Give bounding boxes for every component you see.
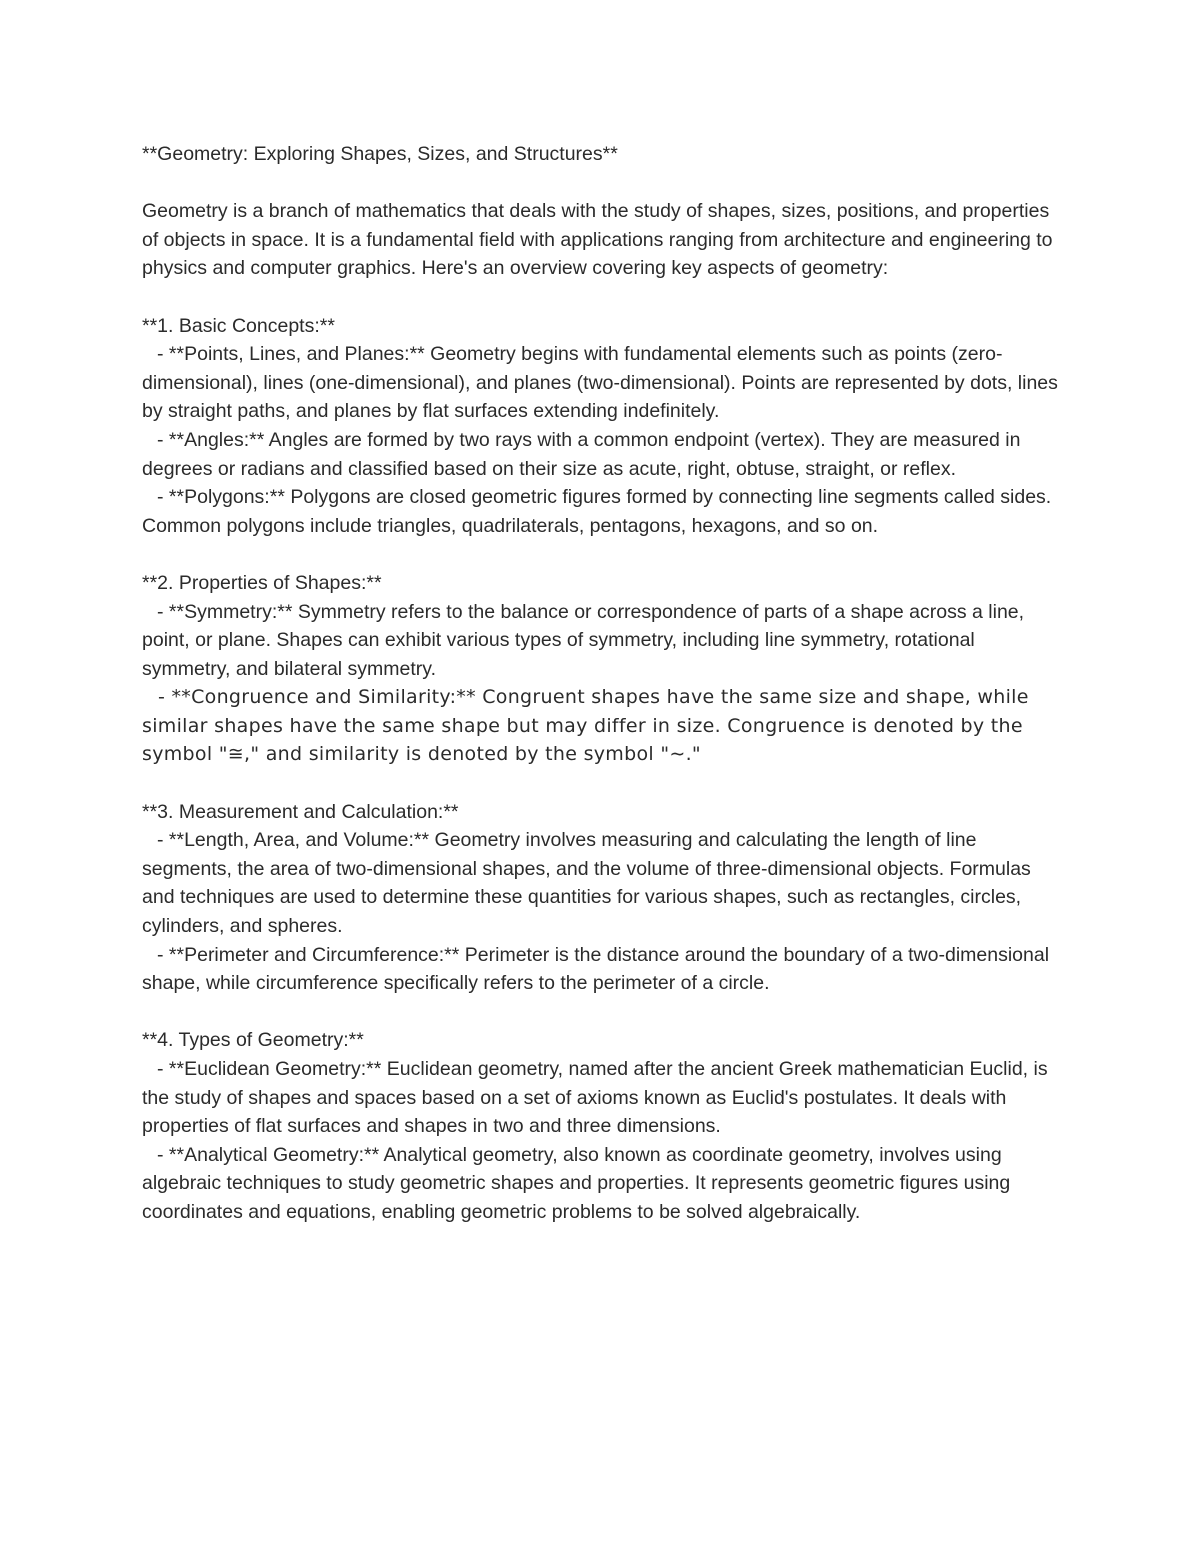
spacer bbox=[142, 769, 1062, 798]
item-perimeter-circumference: - **Perimeter and Circumference:** Perimeter is the distance around the boundary of a two-dimensional shape, while circumference specifically refers to the perimeter of a circle. bbox=[142, 943, 1050, 995]
section-heading-basic-concepts: **1. Basic Concepts:** bbox=[142, 314, 335, 337]
item-euclidean-geometry: - **Euclidean Geometry:** Euclidean geometry, named after the ancient Greek mathematician Euclid, is the study of shapes and spaces based on a set of axioms known as Euclid's postulates. It deals with properties of flat surfaces and shapes in two and three dimensions. bbox=[142, 1058, 1048, 1138]
section-heading-types-of-geometry: **4. Types of Geometry:** bbox=[142, 1029, 364, 1052]
item-length-area-volume: - **Length, Area, and Volume:** Geometry involves measuring and calculating the length of line segments, the area of two-dimensional shapes, and the volume of three-dimensional objects. Formulas and techniques are used to determine these quantities for various shapes, such as rectangles, circles, cylinders, and spheres. bbox=[142, 829, 1031, 938]
item-points-lines-planes: - **Points, Lines, and Planes:** Geometry begins with fundamental elements such as points (zero-dimensional), lines (one-dimensional), and planes (two-dimensional). Points are represented by dots, lines by straight paths, and planes by flat surfaces extending indefinitely. bbox=[142, 343, 1058, 423]
item-congruence-similarity: - **Congruence and Similarity:** Congruent shapes have the same size and shape, while similar shapes have the same shape but may differ in size. Congruence is denoted by the symbol "≅," and similarity is denoted by the symbol "∼." bbox=[142, 686, 1029, 766]
item-angles: - **Angles:** Angles are formed by two rays with a common endpoint (vertex). They are measured in degrees or radians and classified based on their size as acute, right, obtuse, straight, or reflex. bbox=[142, 428, 1021, 480]
document-body bbox=[142, 140, 1062, 1227]
spacer bbox=[142, 998, 1062, 1027]
spacer bbox=[142, 283, 1062, 312]
intro-paragraph: Geometry is a branch of mathematics that deals with the study of shapes, sizes, positions, and properties of objects in space. It is a fundamental field with applications ranging from architecture and engineering to physics and computer graphics. Here's an overview covering key aspects of geometry: bbox=[142, 200, 1053, 280]
item-polygons: - **Polygons:** Polygons are closed geometric figures formed by connecting line segments called sides. Common polygons include triangles, quadrilaterals, pentagons, hexagons, and so on. bbox=[142, 486, 1052, 537]
item-analytical-geometry: - **Analytical Geometry:** Analytical geometry, also known as coordinate geometry, involves using algebraic techniques to study geometric shapes and properties. It represents geometric figures using coordinates and equations, enabling geometric problems to be solved algebraically. bbox=[142, 1143, 1011, 1223]
document-title: **Geometry: Exploring Shapes, Sizes, and Structures** bbox=[142, 143, 618, 165]
spacer bbox=[142, 540, 1062, 569]
section-heading-measurement: **3. Measurement and Calculation:** bbox=[142, 800, 459, 823]
spacer bbox=[142, 169, 1062, 198]
item-symmetry: - **Symmetry:** Symmetry refers to the balance or correspondence of parts of a shape across a line, point, or plane. Shapes can exhibit various types of symmetry, including line symmetry, rotational symmetry, and bilateral symmetry. bbox=[142, 600, 1025, 680]
section-heading-properties-of-shapes: **2. Properties of Shapes:** bbox=[142, 571, 382, 594]
